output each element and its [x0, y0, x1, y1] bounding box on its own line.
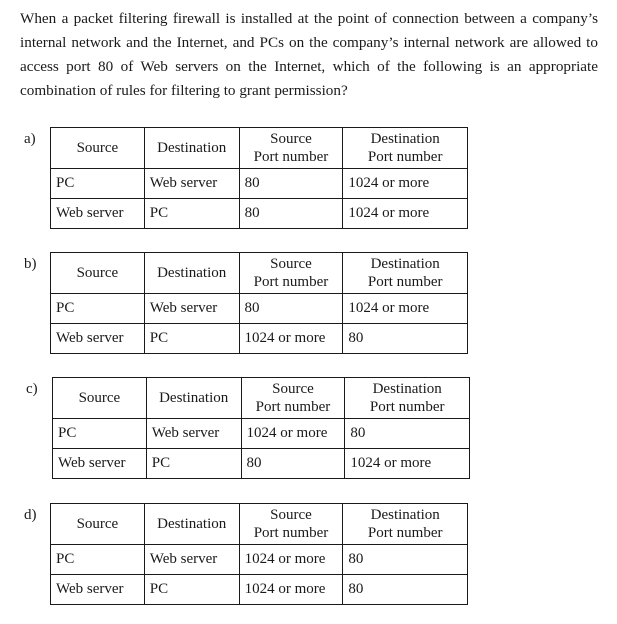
option-b-label[interactable]: b)	[24, 256, 37, 272]
cell-source: Web server	[51, 575, 145, 605]
cell-source: Web server	[51, 324, 145, 354]
cell-dest-port: 80	[343, 545, 468, 575]
cell-source: PC	[53, 419, 147, 449]
cell-source: Web server	[51, 199, 145, 229]
table-header-row	[51, 253, 468, 294]
cell-source-port: 1024 or more	[241, 419, 345, 449]
option-c-label[interactable]: c)	[26, 381, 38, 397]
header-source-port: Source Port number	[239, 504, 343, 545]
cell-destination: Web server	[144, 545, 239, 575]
cell-dest-port: 80	[343, 575, 468, 605]
table-row	[51, 575, 468, 605]
table-row	[53, 419, 470, 449]
cell-source-port: 1024 or more	[239, 545, 343, 575]
header-source: Source	[51, 128, 145, 169]
header-destination: Destination	[144, 128, 239, 169]
cell-destination: PC	[144, 575, 239, 605]
header-destination: Destination	[146, 378, 241, 419]
cell-source-port: 1024 or more	[239, 324, 343, 354]
cell-source-port: 1024 or more	[239, 575, 343, 605]
cell-source: PC	[51, 294, 145, 324]
option-a-label[interactable]: a)	[24, 131, 36, 147]
cell-source: PC	[51, 169, 145, 199]
table-row	[51, 199, 468, 229]
cell-source: PC	[51, 545, 145, 575]
table-header-row	[51, 128, 468, 169]
header-destination: Destination	[144, 253, 239, 294]
header-source: Source	[51, 253, 145, 294]
table-row	[53, 449, 470, 479]
header-dest-port: Destination Port number	[345, 378, 470, 419]
header-dest-port: Destination Port number	[343, 504, 468, 545]
cell-destination: PC	[144, 199, 239, 229]
table-row	[51, 545, 468, 575]
table-header-row	[51, 504, 468, 545]
option-a-table	[50, 127, 468, 229]
cell-source-port: 80	[239, 199, 343, 229]
header-source-port: Source Port number	[241, 378, 345, 419]
option-d-label[interactable]: d)	[24, 507, 37, 523]
cell-dest-port: 80	[343, 324, 468, 354]
option-d-table	[50, 503, 468, 605]
cell-source-port: 80	[239, 294, 343, 324]
cell-dest-port: 1024 or more	[345, 449, 470, 479]
cell-destination: PC	[144, 324, 239, 354]
option-c-table	[52, 377, 470, 479]
table-header-row	[53, 378, 470, 419]
cell-source-port: 80	[239, 169, 343, 199]
header-dest-port: Destination Port number	[343, 128, 468, 169]
header-source: Source	[53, 378, 147, 419]
header-source: Source	[51, 504, 145, 545]
header-destination: Destination	[144, 504, 239, 545]
cell-source-port: 80	[241, 449, 345, 479]
question-text: When a packet filtering firewall is installed at the point of connection between a company’s internal network and the Internet, and PCs on the company’s internal network are allowed to access port 80 of Web servers on the Internet, which of the following is an appropriate combination of rules for filtering to grant permission?	[20, 10, 598, 99]
header-source-port: Source Port number	[239, 128, 343, 169]
cell-destination: PC	[146, 449, 241, 479]
cell-dest-port: 1024 or more	[343, 199, 468, 229]
cell-destination: Web server	[144, 294, 239, 324]
cell-destination: Web server	[146, 419, 241, 449]
table-row	[51, 169, 468, 199]
cell-dest-port: 80	[345, 419, 470, 449]
option-b-table	[50, 252, 468, 354]
cell-dest-port: 1024 or more	[343, 169, 468, 199]
header-source-port: Source Port number	[239, 253, 343, 294]
table-row	[51, 294, 468, 324]
header-dest-port: Destination Port number	[343, 253, 468, 294]
cell-dest-port: 1024 or more	[343, 294, 468, 324]
cell-source: Web server	[53, 449, 147, 479]
cell-destination: Web server	[144, 169, 239, 199]
table-row	[51, 324, 468, 354]
